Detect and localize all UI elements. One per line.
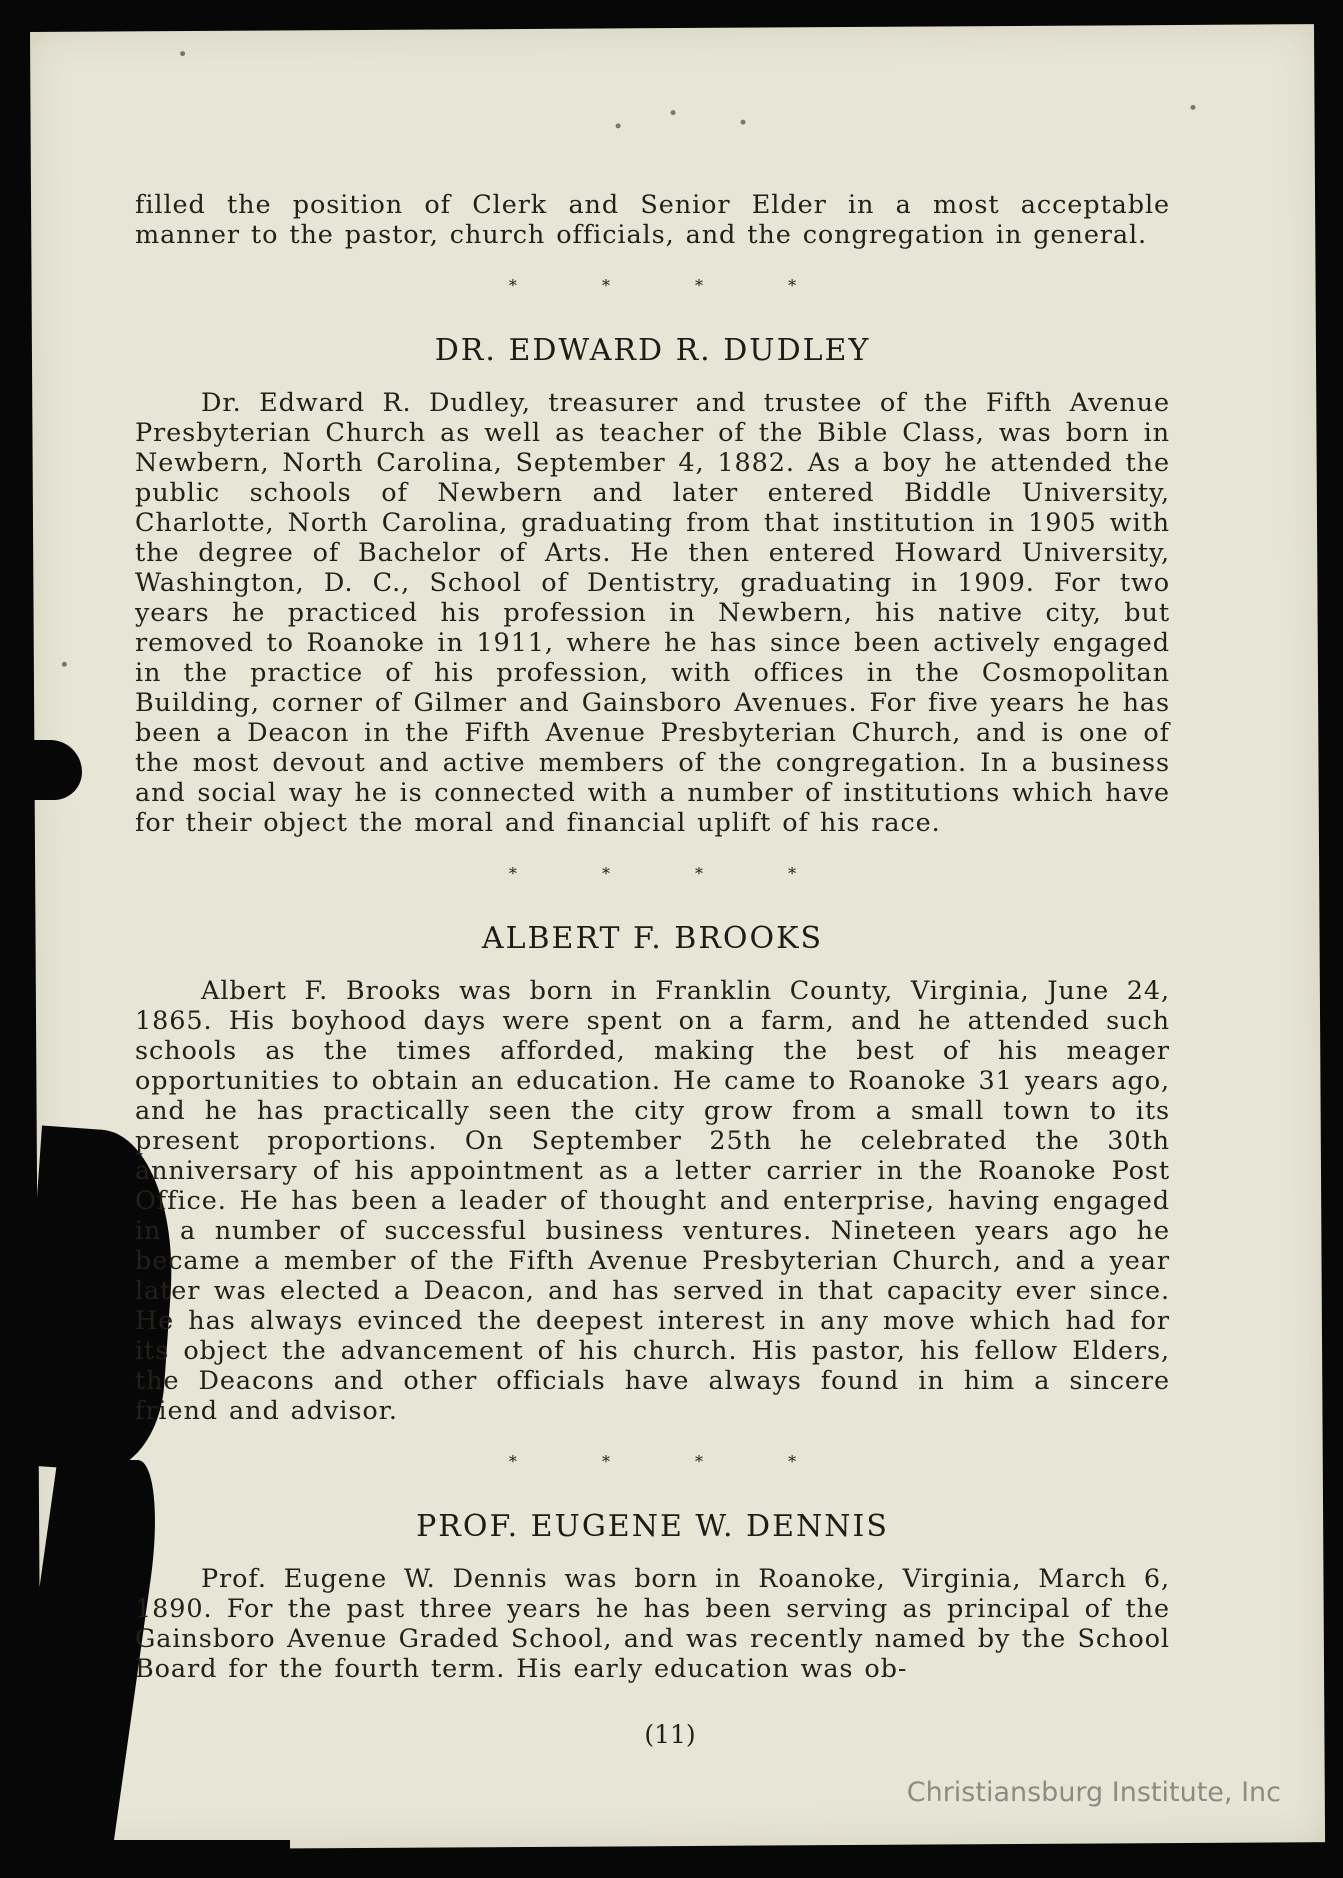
section-separator: * * * *: [508, 864, 837, 883]
section-body-brooks: Albert F. Brooks was born in Franklin County, Virginia, June 24, 1865. His boyhood days were spent on a farm, and he attended such schools as the times afforded, making the best of his meager opportunities to obtain an education. He came to Roanoke 31 years ago, and he has practically seen the city grow from a small town to its present proportions. On September 25th he celebrated the 30th anniversary of his appointment as a letter carrier in the Roanoke Post Office. He has been a leader of thought and enterprise, having engaged in a number of successful business ventures. Nineteen years ago he became a member of the Fifth Avenue Presbyterian Church, and a year later was elected a Deacon, and has served in that capacity ever since. He has always evinced the deepest interest in any move which had for its object the advancement of his church. His pastor, his fellow Elders, the Deacons and other officials have always found in him a sincere friend and advisor.: [135, 976, 1170, 1426]
page-content: [135, 190, 1170, 1684]
intro-paragraph: filled the position of Clerk and Senior Elder in a most acceptable manner to the pastor, church officials, and the congregation in general.: [135, 190, 1170, 250]
section-heading-dudley: DR. EDWARD R. DUDLEY: [434, 333, 871, 368]
torn-edge: [30, 1840, 290, 1878]
paper-speck: [180, 51, 185, 56]
section-separator: * * * *: [508, 1452, 837, 1471]
section-heading-brooks: ALBERT F. BROOKS: [481, 921, 824, 956]
paper-speck: [616, 123, 621, 128]
section-heading-dennis: PROF. EUGENE W. DENNIS: [416, 1509, 889, 1544]
paper-speck: [62, 662, 67, 667]
watermark: Christiansburg Institute, Inc: [906, 1777, 1281, 1808]
paper-speck: [670, 110, 675, 115]
section-separator: * * * *: [508, 276, 837, 295]
paper-speck: [741, 120, 746, 125]
page-number: (11): [644, 1720, 696, 1749]
paper-speck: [1190, 105, 1195, 110]
section-body-dudley: Dr. Edward R. Dudley, treasurer and trustee of the Fifth Avenue Presbyterian Church as well as teacher of the Bible Class, was born in Newbern, North Carolina, September 4, 1882. As a boy he attended the public schools of Newbern and later entered Biddle University, Charlotte, North Carolina, graduating from that institution in 1905 with the degree of Bachelor of Arts. He then entered Howard University, Washington, D. C., School of Dentistry, graduating in 1909. For two years he practiced his profession in Newbern, his native city, but removed to Roanoke in 1911, where he has since been actively engaged in the practice of his profession, with offices in the Cosmopolitan Building, corner of Gilmer and Gainsboro Avenues. For five years he has been a Deacon in the Fifth Avenue Presbyterian Church, and is one of the most devout and active members of the congregation. In a business and social way he is connected with a number of institutions which have for their object the moral and financial uplift of his race.: [135, 388, 1170, 838]
section-body-dennis: Prof. Eugene W. Dennis was born in Roanoke, Virginia, March 6, 1890. For the past three years he has been serving as principal of the Gainsboro Avenue Graded School, and was recently named by the School Board for the fourth term. His early education was ob-: [135, 1564, 1170, 1684]
